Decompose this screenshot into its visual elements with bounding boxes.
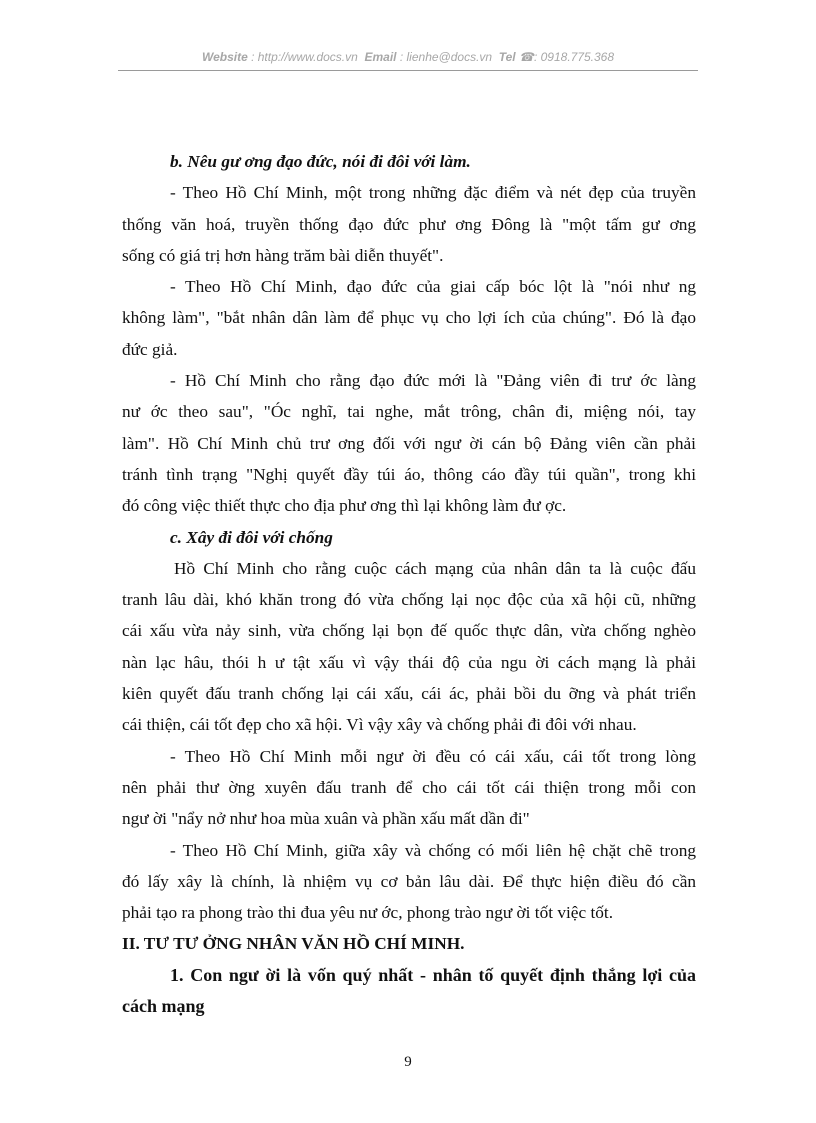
paragraph-line: tranh lâu dài, khó khăn trong đó vừa chống lại nọc độc của xã hội cũ, những xyxy=(122,590,696,610)
website-label: Website xyxy=(201,50,248,64)
paragraph-line: cái xấu vừa nảy sinh, vừa chống lại bọn đế quốc thực dân, vừa chống nghèo xyxy=(122,621,696,641)
header-divider xyxy=(118,70,698,71)
paragraph-line: - Hồ Chí Minh cho rằng đạo đức mới là "Đảng viên đi trư ớc làng xyxy=(170,371,696,391)
tel-label: Tel xyxy=(498,50,516,64)
paragraph-line: - Theo Hồ Chí Minh, đạo đức của giai cấp bóc lột là "nói như ng xyxy=(170,277,696,297)
subsection-heading-1-cont: cách mạng xyxy=(122,996,205,1017)
paragraph-line: tránh tình trạng "Nghị quyết đầy túi áo, thông cáo đầy túi quần", trong khi xyxy=(122,464,696,484)
paragraph-line: thống văn hoá, truyền thống đạo đức phư ơng Đông là "một tấm gư ơng xyxy=(122,214,696,234)
paragraph-line: đức giả. xyxy=(122,339,178,359)
section-heading-ii: II. TƯ TƯ ỞNG NHÂN VĂN HỒ CHÍ MINH. xyxy=(122,934,465,954)
email-value: : lienhe@docs.vn xyxy=(399,50,493,64)
paragraph-line: phải tạo ra phong trào thi đua yêu nư ớc, phong trào ngư ời tốt việc tốt. xyxy=(122,903,614,923)
paragraph-line: nàn lạc hâu, thói h ư tật xấu vì vậy thái độ của ngu ời cách mạng là phải xyxy=(122,652,696,672)
subsection-heading-1: 1. Con ngư ời là vốn quý nhất - nhân tố quyết định thắng lợi của xyxy=(170,964,696,985)
paragraph-line: không làm", "bắt nhân dân làm để phục vụ cho lợi ích của chúng". Đó là đạo xyxy=(122,308,696,328)
paragraph-line: nư ớc theo sau", "Óc nghĩ, tai nghe, mắt trông, chân đi, miệng nói, tay xyxy=(122,402,696,422)
document-body xyxy=(122,146,696,1022)
paragraph-line: - Theo Hồ Chí Minh, giữa xây và chống có mối liên hệ chặt chẽ trong xyxy=(170,840,696,860)
email-label: Email xyxy=(364,50,397,64)
paragraph-line: ngư ời "nẩy nở như hoa mùa xuân và phần xấu mất dần đi" xyxy=(122,809,530,829)
subheading-c: c. Xây đi đôi với chống xyxy=(170,527,333,547)
paragraph-line: làm". Hồ Chí Minh chủ trư ơng đối với ngư ời cán bộ Đảng viên cần phải xyxy=(122,433,696,453)
paragraph-line: kiên quyết đấu tranh chống lại cái xấu, cái ác, phải bồi du ỡng và phát triển xyxy=(122,684,696,704)
paragraph-line: Hồ Chí Minh cho rằng cuộc cách mạng của nhân dân ta là cuộc đấu xyxy=(174,558,696,578)
paragraph-line: - Theo Hồ Chí Minh, một trong những đặc điểm và nét đẹp của truyền xyxy=(170,183,696,203)
paragraph-line: - Theo Hồ Chí Minh mỗi ngư ời đều có cái xấu, cái tốt trong lòng xyxy=(170,746,696,766)
page-header xyxy=(118,50,698,64)
tel-value: : 0918.775.368 xyxy=(533,50,615,64)
paragraph-line: đó công việc thiết thực cho địa phư ơng thì lại không làm đư ợc. xyxy=(122,496,567,516)
page-number: 9 xyxy=(404,1054,412,1070)
website-value: : http://www.docs.vn xyxy=(251,50,358,64)
paragraph-line: cái thiện, cái tốt đẹp cho xã hội. Vì vậy xây và chống phải đi đôi với nhau. xyxy=(122,715,637,735)
paragraph-line: nên phải thư ờng xuyên đấu tranh để cho cái tốt cái thiện trong mỗi con xyxy=(122,777,696,797)
paragraph-line: đó lấy xây là chính, là nhiệm vụ cơ bản lâu dài. Để thực hiện điều đó cần xyxy=(122,871,696,891)
phone-icon: ☎ xyxy=(519,50,534,64)
paragraph-line: sống có giá trị hơn hàng trăm bài diễn thuyết". xyxy=(122,245,444,265)
subheading-b: b. Nêu gư ơng đạo đức, nói đi đôi với làm. xyxy=(170,152,471,171)
